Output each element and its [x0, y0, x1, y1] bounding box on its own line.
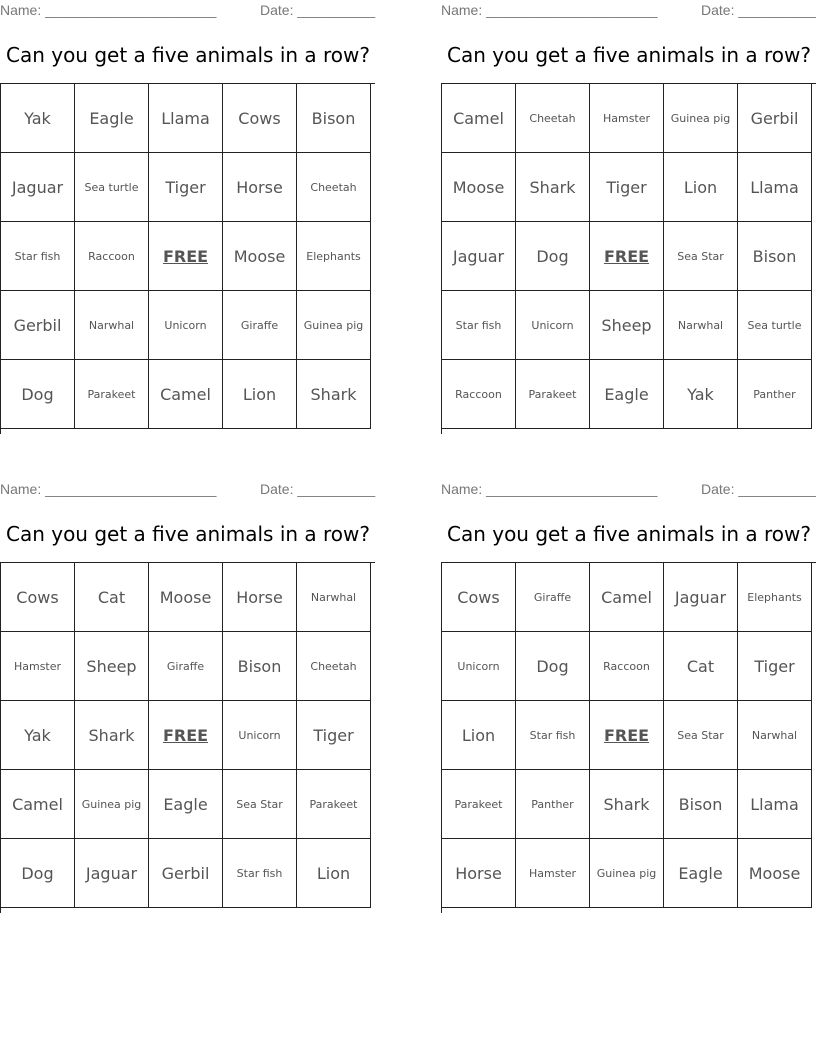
bingo-cell: Star fish: [223, 839, 297, 908]
bingo-grid: [0, 562, 375, 913]
bingo-cell: Horse: [442, 839, 516, 908]
bingo-cell: Cheetah: [297, 632, 371, 701]
card-title: Can you get a five animals in a row?: [446, 43, 812, 67]
bingo-cell: Lion: [297, 839, 371, 908]
free-space-cell: FREE: [149, 222, 223, 291]
date-field-label: Date: __________: [701, 481, 816, 497]
bingo-cell: Parakeet: [75, 360, 149, 429]
bingo-cell: Unicorn: [442, 632, 516, 701]
bingo-cell: Gerbil: [149, 839, 223, 908]
bingo-cell: Yak: [1, 701, 75, 770]
bingo-cell: Parakeet: [516, 360, 590, 429]
bingo-cell: Cheetah: [516, 84, 590, 153]
free-space-cell: FREE: [149, 701, 223, 770]
bingo-cell: Dog: [516, 632, 590, 701]
bingo-grid: [441, 562, 816, 913]
bingo-cell: Parakeet: [297, 770, 371, 839]
bingo-cell: Eagle: [75, 84, 149, 153]
bingo-cell: Camel: [149, 360, 223, 429]
bingo-cell: Star fish: [516, 701, 590, 770]
name-field-label: Name: ______________________: [441, 481, 658, 497]
date-field-label: Date: __________: [260, 481, 376, 497]
bingo-cell: Cows: [1, 563, 75, 632]
bingo-grid: [441, 83, 816, 434]
bingo-cell: Horse: [223, 153, 297, 222]
bingo-cell: Hamster: [1, 632, 75, 701]
bingo-card-2: [441, 0, 816, 404]
bingo-cell: Panther: [738, 360, 812, 429]
bingo-cell: Dog: [516, 222, 590, 291]
bingo-cell: Narwhal: [738, 701, 812, 770]
bingo-cell: Bison: [297, 84, 371, 153]
bingo-cell: Raccoon: [442, 360, 516, 429]
bingo-cell: Narwhal: [664, 291, 738, 360]
bingo-cell: Cat: [75, 563, 149, 632]
bingo-cell: Star fish: [442, 291, 516, 360]
bingo-cell: Cheetah: [297, 153, 371, 222]
bingo-cell: Lion: [442, 701, 516, 770]
card-title: Can you get a five animals in a row?: [5, 522, 371, 546]
bingo-cell: Sea Star: [223, 770, 297, 839]
bingo-cell: Parakeet: [442, 770, 516, 839]
bingo-cell: Guinea pig: [297, 291, 371, 360]
bingo-cell: Elephants: [297, 222, 371, 291]
bingo-card-1: [0, 0, 376, 404]
bingo-cell: Jaguar: [664, 563, 738, 632]
bingo-cell: Tiger: [738, 632, 812, 701]
date-field-label: Date: __________: [260, 2, 376, 18]
bingo-cell: Cat: [664, 632, 738, 701]
bingo-cell: Giraffe: [223, 291, 297, 360]
bingo-cell: Unicorn: [516, 291, 590, 360]
bingo-cell: Elephants: [738, 563, 812, 632]
bingo-cell: Tiger: [297, 701, 371, 770]
bingo-cell: Moose: [738, 839, 812, 908]
bingo-cell: Moose: [223, 222, 297, 291]
bingo-cell: Jaguar: [75, 839, 149, 908]
bingo-cell: Llama: [738, 770, 812, 839]
bingo-cell: Llama: [149, 84, 223, 153]
bingo-cell: Cows: [223, 84, 297, 153]
bingo-card-3: [0, 479, 376, 883]
bingo-cell: Narwhal: [297, 563, 371, 632]
bingo-cell: Moose: [442, 153, 516, 222]
bingo-cell: Jaguar: [1, 153, 75, 222]
bingo-cell: Narwhal: [75, 291, 149, 360]
bingo-cell: Bison: [223, 632, 297, 701]
bingo-cell: Panther: [516, 770, 590, 839]
bingo-cell: Dog: [1, 839, 75, 908]
bingo-cell: Dog: [1, 360, 75, 429]
bingo-cell: Sea turtle: [738, 291, 812, 360]
bingo-cell: Sheep: [590, 291, 664, 360]
bingo-cell: Shark: [75, 701, 149, 770]
bingo-cell: Raccoon: [590, 632, 664, 701]
bingo-cell: Yak: [664, 360, 738, 429]
name-field-label: Name: ______________________: [0, 481, 217, 497]
bingo-cell: Camel: [1, 770, 75, 839]
bingo-cell: Cows: [442, 563, 516, 632]
bingo-cell: Hamster: [516, 839, 590, 908]
bingo-cell: Sea Star: [664, 701, 738, 770]
name-field-label: Name: ______________________: [0, 2, 217, 18]
bingo-cell: Sea Star: [664, 222, 738, 291]
bingo-cell: Lion: [664, 153, 738, 222]
bingo-grid: [0, 83, 375, 434]
bingo-cell: Unicorn: [223, 701, 297, 770]
card-header: [0, 0, 376, 22]
bingo-cell: Guinea pig: [664, 84, 738, 153]
bingo-cell: Bison: [664, 770, 738, 839]
bingo-cell: Unicorn: [149, 291, 223, 360]
bingo-cell: Lion: [223, 360, 297, 429]
name-field-label: Name: ______________________: [441, 2, 658, 18]
free-space-cell: FREE: [590, 222, 664, 291]
bingo-cell: Jaguar: [442, 222, 516, 291]
bingo-cell: Eagle: [590, 360, 664, 429]
bingo-cell: Raccoon: [75, 222, 149, 291]
bingo-cell: Sea turtle: [75, 153, 149, 222]
card-title: Can you get a five animals in a row?: [5, 43, 371, 67]
card-header: [0, 479, 376, 501]
bingo-cell: Eagle: [149, 770, 223, 839]
bingo-cell: Llama: [738, 153, 812, 222]
bingo-cell: Hamster: [590, 84, 664, 153]
bingo-cell: Moose: [149, 563, 223, 632]
bingo-cell: Shark: [516, 153, 590, 222]
bingo-cell: Tiger: [149, 153, 223, 222]
bingo-cell: Guinea pig: [75, 770, 149, 839]
card-header: [441, 479, 816, 501]
bingo-cell: Yak: [1, 84, 75, 153]
date-field-label: Date: __________: [701, 2, 816, 18]
bingo-cell: Shark: [297, 360, 371, 429]
bingo-cell: Gerbil: [1, 291, 75, 360]
bingo-cell: Tiger: [590, 153, 664, 222]
bingo-cell: Eagle: [664, 839, 738, 908]
bingo-cell: Camel: [442, 84, 516, 153]
bingo-cell: Giraffe: [149, 632, 223, 701]
bingo-card-4: [441, 479, 816, 883]
card-header: [441, 0, 816, 22]
bingo-cell: Sheep: [75, 632, 149, 701]
bingo-cell: Horse: [223, 563, 297, 632]
bingo-cell: Camel: [590, 563, 664, 632]
free-space-cell: FREE: [590, 701, 664, 770]
bingo-cell: Bison: [738, 222, 812, 291]
bingo-cell: Star fish: [1, 222, 75, 291]
bingo-cell: Gerbil: [738, 84, 812, 153]
bingo-cell: Shark: [590, 770, 664, 839]
bingo-cell: Guinea pig: [590, 839, 664, 908]
card-title: Can you get a five animals in a row?: [446, 522, 812, 546]
bingo-cell: Giraffe: [516, 563, 590, 632]
